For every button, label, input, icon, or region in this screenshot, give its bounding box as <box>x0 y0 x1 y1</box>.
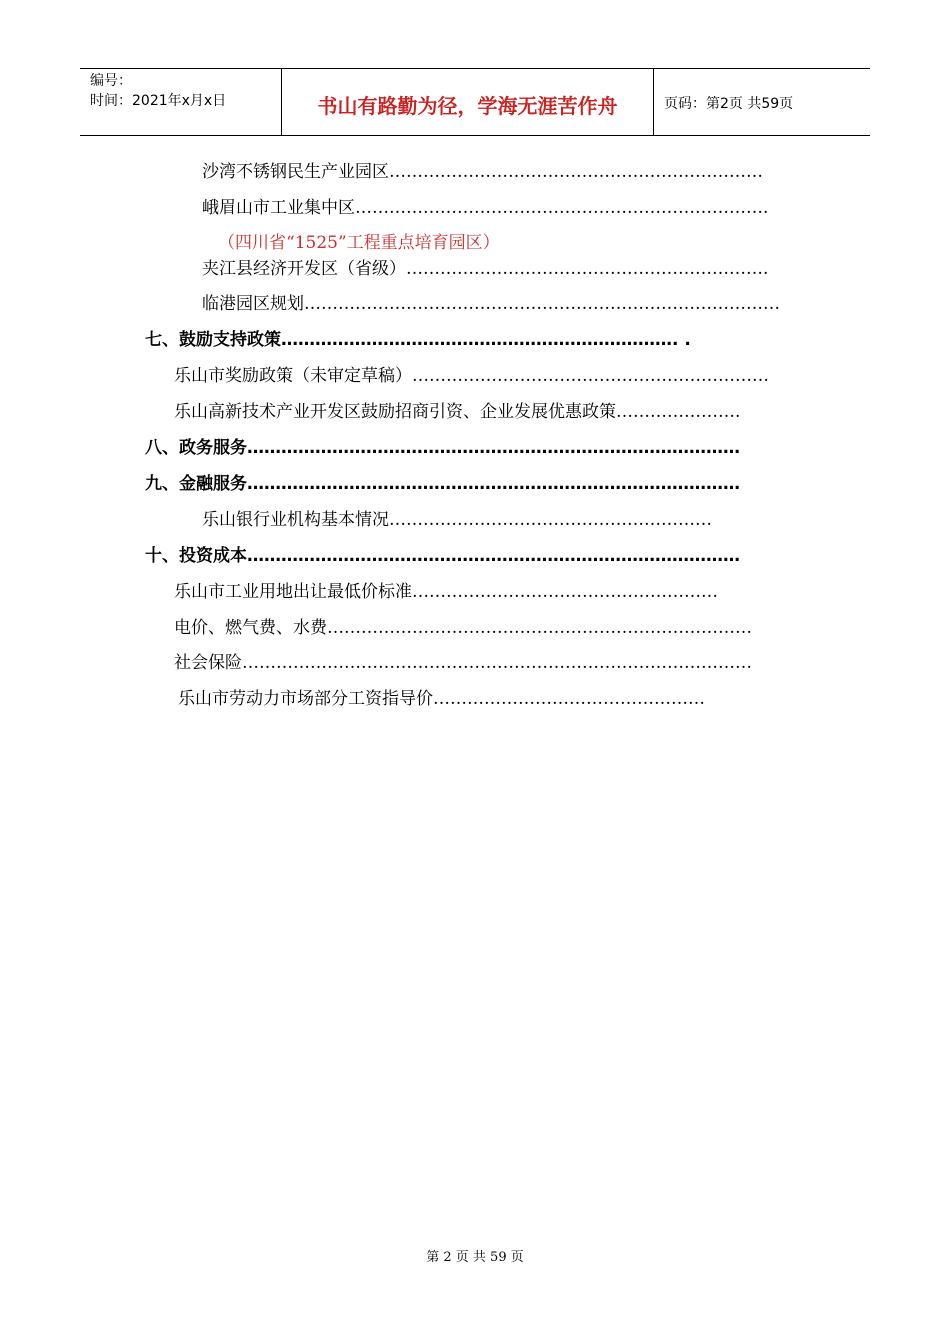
toc-entry[interactable]: 电价、燃气费、水费………………………………………………………………… <box>174 618 752 638</box>
serial-label: 编号： <box>90 73 132 89</box>
toc-entry[interactable]: 乐山银行业机构基本情况………………………………………………… <box>202 510 712 530</box>
toc-entry[interactable]: 乐山市劳动力市场部分工资指导价………………………………………… <box>178 689 705 709</box>
header-meta <box>80 69 282 135</box>
toc-entry[interactable]: 峨眉山市工业集中区………………………………………………………………. <box>202 198 769 218</box>
page-footer: 第 2 页 共 59 页 <box>426 1250 524 1265</box>
toc-section-heading[interactable]: 八、政务服务…………………………………………………………………………… <box>145 438 740 458</box>
time-label: 时间：2021年x月x日 <box>90 93 227 109</box>
toc-note: （四川省“1525”工程重点培育园区） <box>218 233 500 253</box>
toc-entry[interactable]: 临港园区规划………………………………………………………………………… <box>202 294 780 314</box>
header-page-info: 页码：第2页 共59页 <box>664 96 794 112</box>
toc-entry[interactable]: 沙湾不锈钢民生产业园区………………………………………………………… <box>202 162 763 182</box>
header-motto: 书山有路勤为径，学海无涯苦作舟 <box>282 69 654 135</box>
toc-entry[interactable]: 乐山高新技术产业开发区鼓励招商引资、企业发展优惠政策…………………. <box>174 402 741 422</box>
toc-entry[interactable]: 夹江县经济开发区（省级）………………………………………………………. <box>202 259 769 279</box>
toc-entry[interactable]: 乐山市奖励政策（未审定草稿）……………………………………………………… <box>174 366 769 386</box>
toc-section-heading[interactable]: 十、投资成本…………………………………………………………………………… <box>145 546 740 566</box>
toc-entry[interactable]: 社会保险……………………………………………………………………………… <box>174 653 752 673</box>
document-header <box>80 68 870 136</box>
toc-section-heading[interactable]: 九、金融服务…………………………………………………………………………… <box>145 474 740 494</box>
toc-entry[interactable]: 乐山市工业用地出让最低价标准……………………………………………… <box>174 582 718 602</box>
toc-section-heading[interactable]: 七、鼓励支持政策……………………………………………………………. . <box>145 330 691 350</box>
